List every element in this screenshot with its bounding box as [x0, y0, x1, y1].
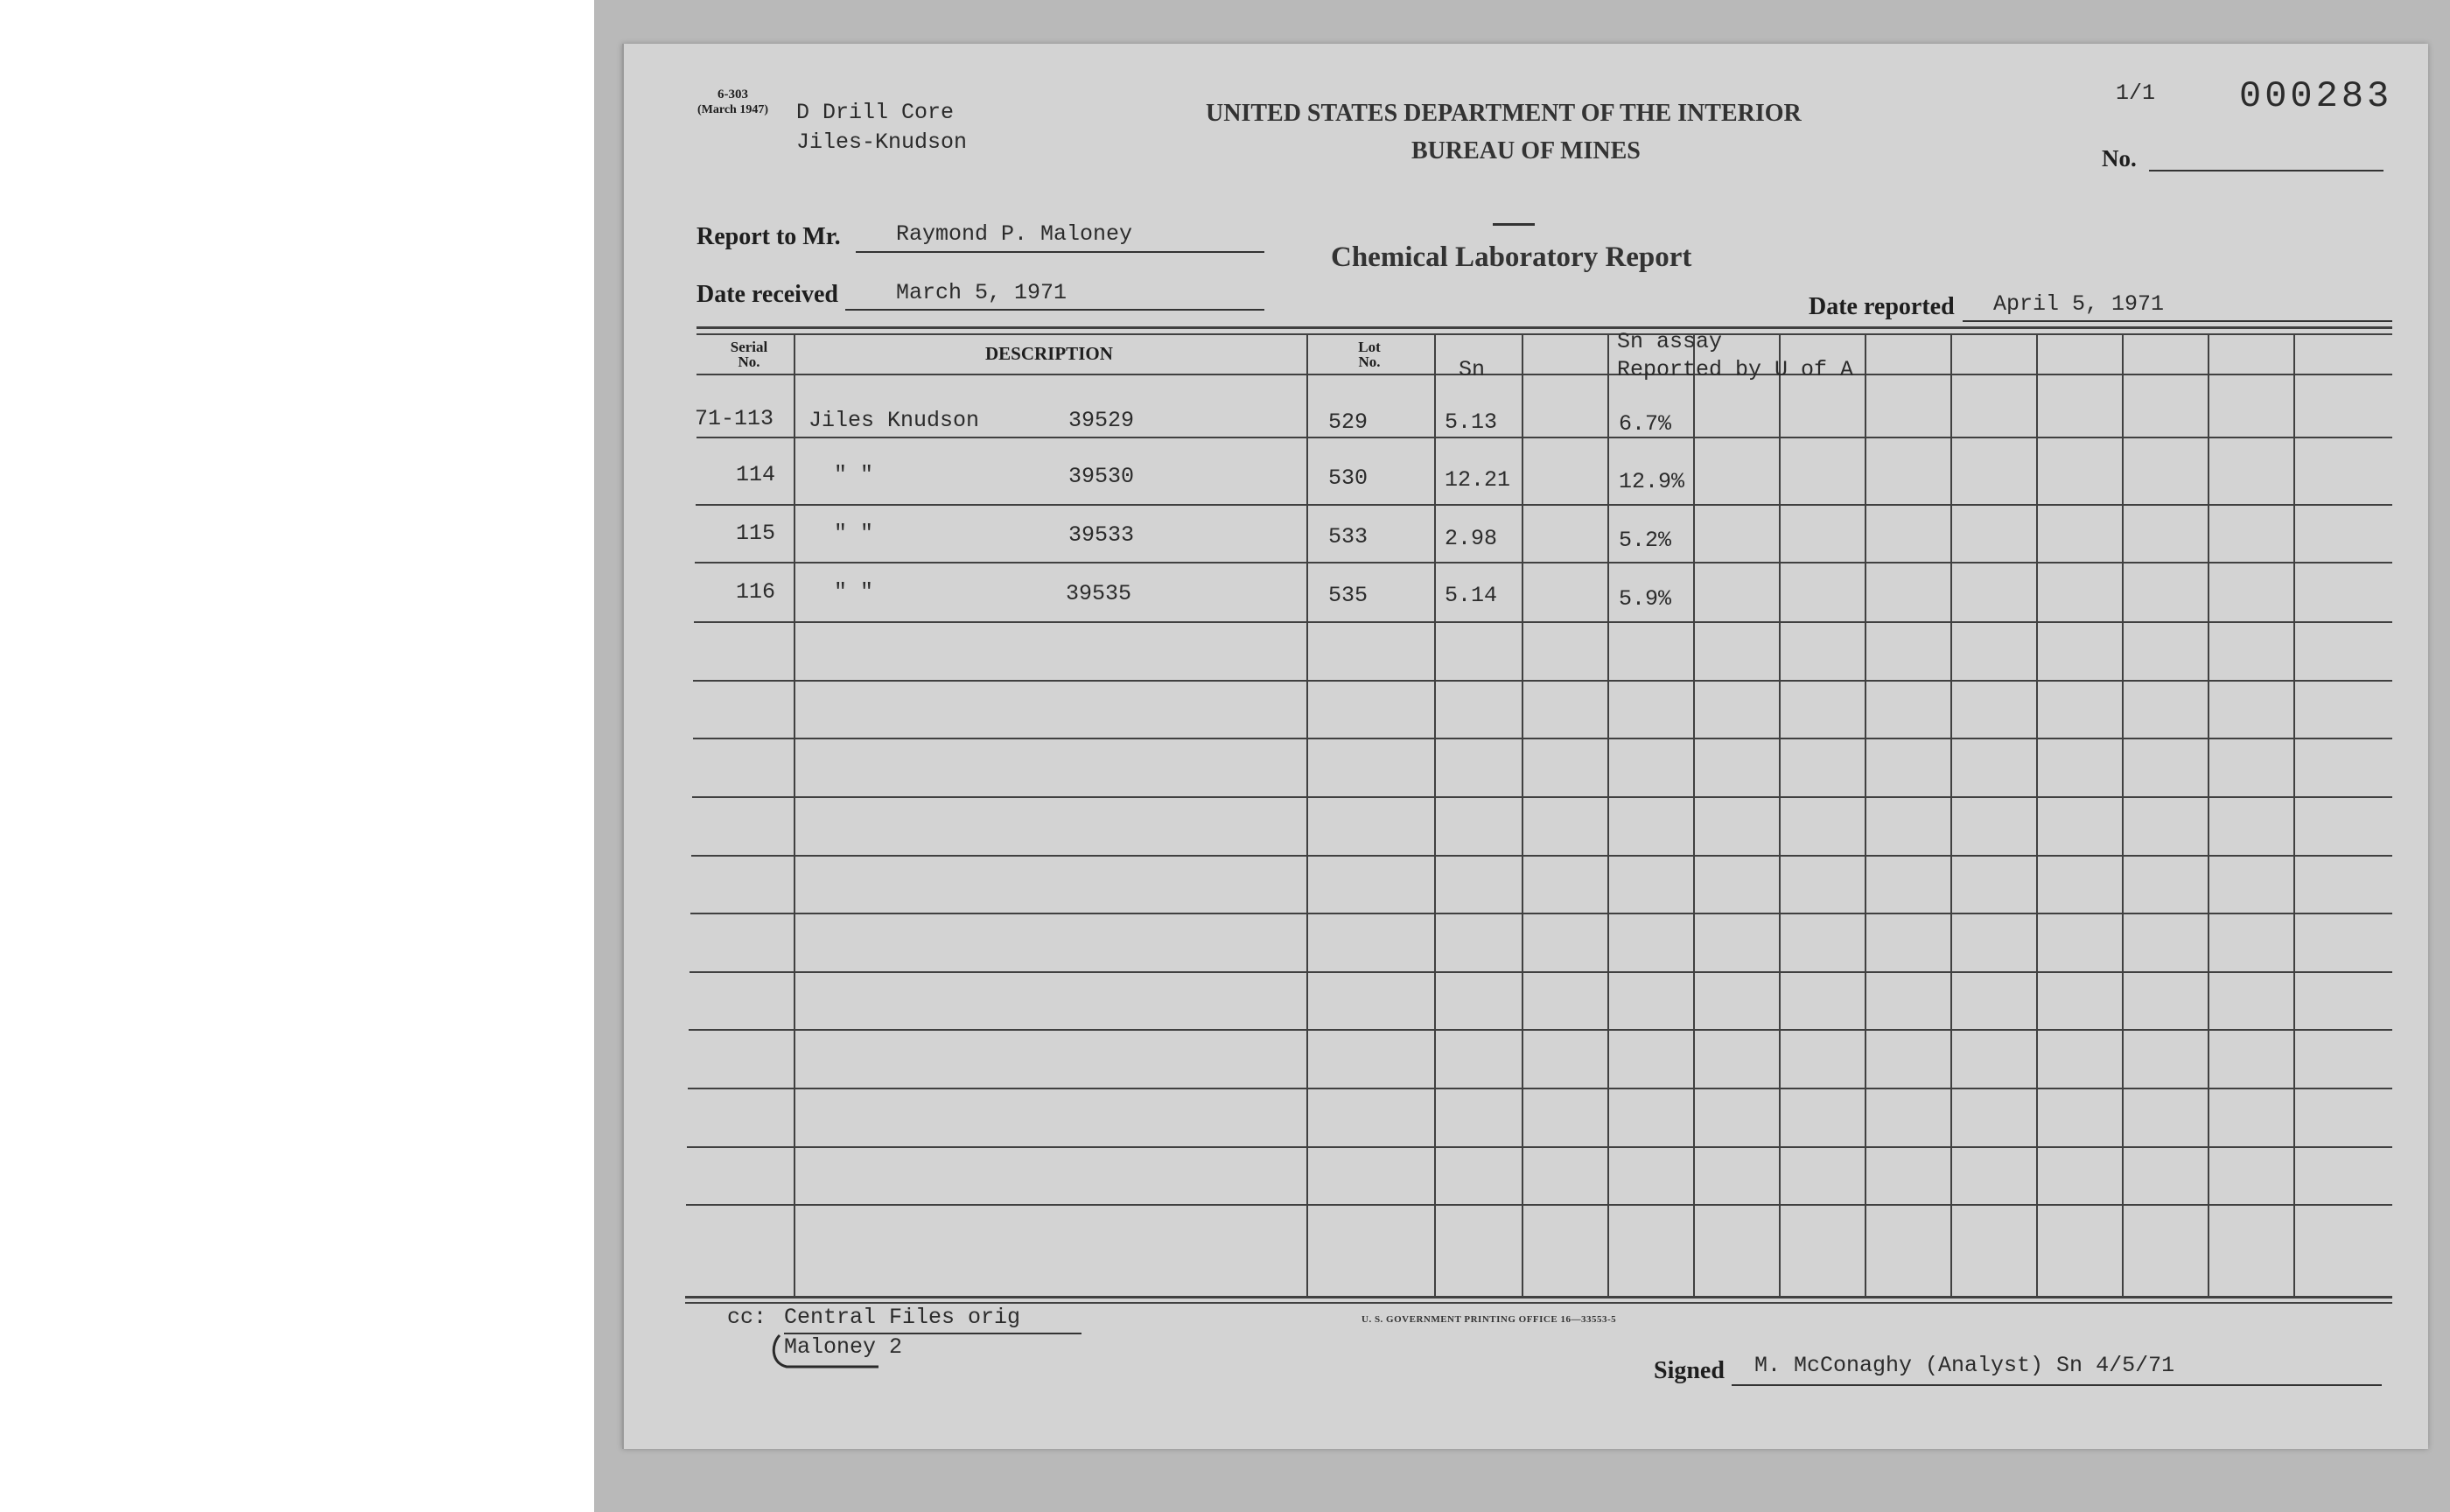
row-assay: 6.7% [1619, 411, 1672, 437]
header-description: DESCRIPTION [985, 343, 1113, 364]
signed-label: Signed [1654, 1357, 1725, 1384]
printing-office: U. S. GOVERNMENT PRINTING OFFICE 16—33553-5 [1362, 1314, 1617, 1325]
lab-report-sheet [622, 44, 2428, 1449]
row-line [690, 971, 2392, 973]
row-assay: 5.2% [1619, 528, 1672, 553]
table-bottom-rule [685, 1296, 2392, 1298]
header-assay-line-1: Sn assay [1617, 329, 1723, 354]
no-line [2149, 170, 2384, 172]
date-reported-value: April 5, 1971 [1993, 291, 2165, 317]
title-divider [1493, 223, 1535, 226]
row-line [696, 437, 2392, 438]
row-description: " " [834, 462, 874, 487]
form-date: (March 1947) [697, 103, 768, 116]
row-lot: 535 [1328, 583, 1368, 608]
table-top-rule [696, 326, 2392, 329]
header-serial-no: Serial No. [730, 339, 768, 370]
row-line [696, 504, 2392, 506]
col-divider [1693, 333, 1695, 1298]
row-line [691, 855, 2392, 857]
no-label: No. [2102, 145, 2137, 172]
row-line [686, 1204, 2392, 1206]
row-line [693, 738, 2392, 739]
row-description: Jiles Knudson [808, 408, 980, 433]
header-lot-no: Lot No. [1358, 339, 1381, 370]
col-divider [1779, 333, 1781, 1298]
row-sample-code: 39535 [1066, 581, 1132, 606]
cc-line-1: Central Files orig [784, 1305, 1021, 1330]
row-sn: 5.13 [1445, 410, 1498, 435]
col-divider-lot [1434, 333, 1436, 1298]
row-line [687, 1146, 2392, 1148]
col-divider [1865, 333, 1866, 1298]
report-to-label: Report to Mr. [696, 223, 841, 250]
row-serial: 115 [736, 521, 776, 546]
row-line [694, 621, 2392, 623]
signed-line [1732, 1384, 2382, 1386]
row-line [695, 562, 2392, 564]
report-to-value: Raymond P. Maloney [896, 221, 1133, 247]
row-description: " " [834, 521, 874, 546]
note-line-2: Jiles-Knudson [796, 130, 968, 155]
table-top-rule-2 [696, 333, 2392, 335]
row-description: " " [834, 579, 874, 605]
row-line [692, 796, 2392, 798]
signed-value: M. McConaghy (Analyst) Sn 4/5/71 [1754, 1353, 2175, 1378]
row-assay: 5.9% [1619, 586, 1672, 612]
row-assay: 12.9% [1619, 469, 1685, 494]
bureau-name: BUREAU OF MINES [1411, 137, 1641, 164]
note-line-1: D Drill Core [796, 100, 955, 125]
row-serial: 116 [736, 579, 776, 605]
date-received-line [845, 309, 1264, 311]
cc-line-2: Maloney 2 [784, 1334, 903, 1360]
row-line [689, 1029, 2392, 1031]
col-divider-serial [794, 333, 795, 1298]
row-lot: 530 [1328, 466, 1368, 491]
bracket-mark [769, 1332, 883, 1376]
date-reported-line [1963, 320, 2392, 322]
row-line [693, 680, 2392, 682]
row-line [690, 913, 2392, 914]
row-sn: 5.14 [1445, 583, 1498, 608]
date-reported-label: Date reported [1809, 293, 1955, 320]
col-divider [1950, 333, 1952, 1298]
page-count: 1/1 [2116, 80, 2156, 106]
row-sn: 12.21 [1445, 467, 1511, 493]
row-lot: 533 [1328, 524, 1368, 550]
col-divider [1607, 333, 1609, 1298]
cc-label: cc: [727, 1305, 767, 1330]
row-serial: 71-113 [695, 406, 774, 431]
date-received-value: March 5, 1971 [896, 280, 1068, 305]
row-serial: 114 [736, 462, 776, 487]
form-number: 6-303 [718, 88, 748, 102]
document-number: 000283 [2239, 75, 2393, 117]
row-sample-code: 39533 [1068, 522, 1135, 548]
col-divider [2293, 333, 2295, 1298]
report-title: Chemical Laboratory Report [1331, 242, 1692, 273]
col-divider [2208, 333, 2209, 1298]
col-divider-sn [1522, 333, 1523, 1298]
col-divider-description [1306, 333, 1308, 1298]
agency-name: UNITED STATES DEPARTMENT OF THE INTERIOR [1206, 100, 1802, 127]
header-assay-line-2: Reported by U of A [1617, 357, 1854, 382]
report-to-line [856, 251, 1264, 253]
row-line [688, 1088, 2392, 1089]
row-sn: 2.98 [1445, 526, 1498, 551]
header-bottom-rule [696, 374, 2392, 375]
row-lot: 529 [1328, 410, 1368, 435]
row-sample-code: 39529 [1068, 408, 1135, 433]
col-divider [2036, 333, 2038, 1298]
row-sample-code: 39530 [1068, 464, 1135, 489]
date-received-label: Date received [696, 281, 838, 308]
table-bottom-rule-2 [685, 1302, 2392, 1304]
header-sn: Sn [1459, 357, 1486, 382]
col-divider [2122, 333, 2124, 1298]
